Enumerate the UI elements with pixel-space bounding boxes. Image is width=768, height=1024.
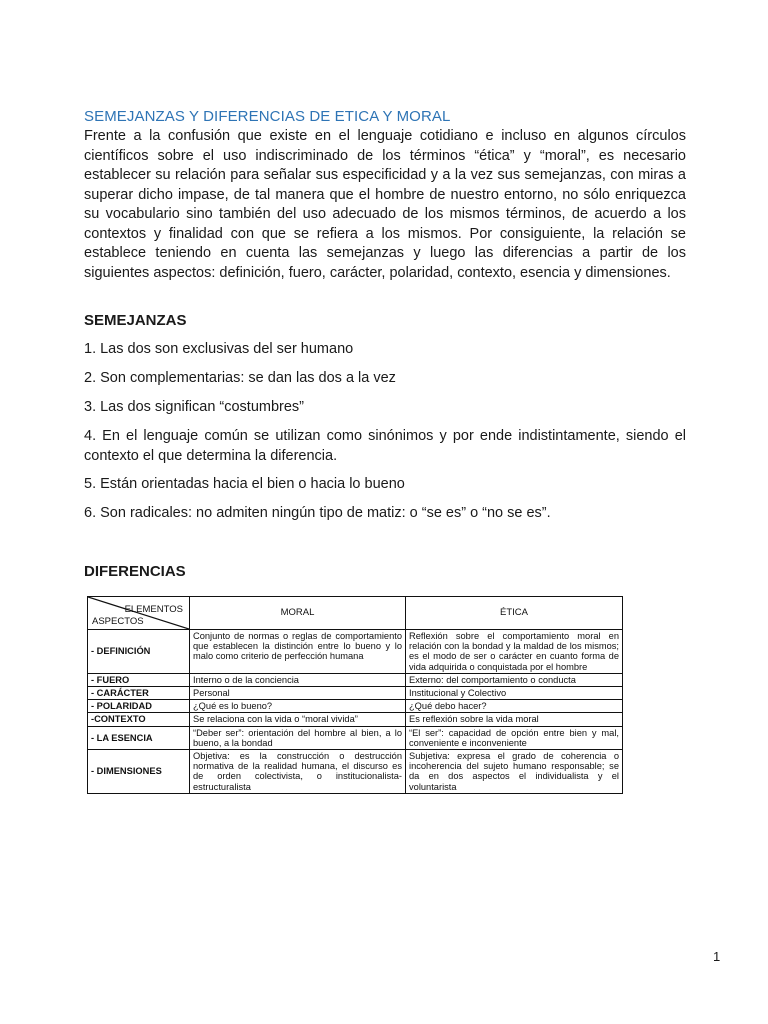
aspect-cell: -CONTEXTO — [88, 713, 190, 726]
table-row — [88, 726, 623, 749]
etica-cell: Institucional y Colectivo — [406, 687, 623, 700]
column-header-etica: ÉTICA — [406, 597, 623, 630]
moral-cell: Personal — [190, 687, 406, 700]
moral-cell: Objetiva: es la construcción o destrucción normativa de la realidad humana, el discurso es de orden colectivista, o institucionalista-estructuralista — [190, 750, 406, 794]
semejanza-item-2: 2. Son complementarias: se dan las dos a la vez — [84, 370, 396, 386]
semejanza-item-4: 4. En el lenguaje común se utilizan como sinónimos y por ende indistintamente, siendo el contexto el que determina la diferencia. — [84, 428, 686, 464]
table-row — [88, 673, 623, 686]
document-title: SEMEJANZAS Y DIFERENCIAS DE ETICA Y MORAL — [84, 108, 451, 125]
table-row — [88, 713, 623, 726]
aspect-cell: - DIMENSIONES — [88, 750, 190, 794]
etica-cell: Externo: del comportamiento o conducta — [406, 673, 623, 686]
moral-cell: Se relaciona con la vida o “moral vivida” — [190, 713, 406, 726]
etica-cell: Es reflexión sobre la vida moral — [406, 713, 623, 726]
aspect-cell: - FUERO — [88, 673, 190, 686]
etica-cell: ¿Qué debo hacer? — [406, 700, 623, 713]
corner-aspectos: ASPECTOS — [92, 615, 144, 627]
etica-cell: “El ser”: capacidad de opción entre bien y mal, conveniente e inconveniente — [406, 726, 623, 749]
etica-cell: Reflexión sobre el comportamiento moral en relación con la bondad y la maldad de los mismos; es el modo de ser o carácter en cuanto forma de vida adquirida o conquistada por el hombre — [406, 630, 623, 674]
differences-table — [87, 596, 623, 794]
column-header-moral: MORAL — [190, 597, 406, 630]
semejanza-item-1: 1. Las dos son exclusivas del ser humano — [84, 341, 354, 357]
table-row — [88, 700, 623, 713]
moral-cell: ¿Qué es lo bueno? — [190, 700, 406, 713]
etica-cell: Subjetiva: expresa el grado de coherencia o incoherencia del sujeto humano responsable; se da en dos aspectos el individualista y el voluntarista — [406, 750, 623, 794]
aspect-cell: - DEFINICIÓN — [88, 630, 190, 674]
corner-cell — [88, 597, 190, 630]
semejanzas-heading: SEMEJANZAS — [84, 312, 187, 329]
semejanza-item-6: 6. Son radicales: no admiten ningún tipo de matiz: o “se es” o “no se es”. — [84, 505, 551, 521]
moral-cell: Conjunto de normas o reglas de comportamiento que establecen la distinción entre lo bueno y lo malo como criterio de perfección humana — [190, 630, 406, 674]
moral-cell: Interno o de la conciencia — [190, 673, 406, 686]
table-row — [88, 750, 623, 794]
aspect-cell: - CARÁCTER — [88, 687, 190, 700]
table-row — [88, 687, 623, 700]
intro-paragraph: Frente a la confusión que existe en el lenguaje cotidiano e incluso en algunos círculos científicos sobre el uso indiscriminado de los términos “ética” y “moral”, es necesario establecer su relación para señalar sus especificidad y a la vez sus semejanzas, con miras a superar dicho impase, de tal manera que el hombre de nuestro entorno, no sólo enriquezca su vocabulario sino también del uso adecuado de los mismos términos, de acuerdo a los contextos y finalidad con que se refiera a los mismos. Por consiguiente, la relación se establece teniendo en cuenta las semejanzas y luego las diferencias a partir de los siguientes aspectos: definición, fuero, carácter, polaridad, contexto, esencia y dimensiones. — [84, 128, 686, 281]
semejanza-item-5: 5. Están orientadas hacia el bien o hacia lo bueno — [84, 476, 405, 492]
table-header-row — [88, 597, 623, 630]
diferencias-heading: DIFERENCIAS — [84, 563, 186, 580]
semejanza-item-3: 3. Las dos significan “costumbres” — [84, 399, 305, 415]
table-row — [88, 630, 623, 674]
aspect-cell: - LA ESENCIA — [88, 726, 190, 749]
page-number: 1 — [713, 949, 721, 964]
corner-elementos: ELEMENTOS — [124, 604, 183, 615]
moral-cell: “Deber ser”: orientación del hombre al bien, a lo bueno, a la bondad — [190, 726, 406, 749]
aspect-cell: - POLARIDAD — [88, 700, 190, 713]
